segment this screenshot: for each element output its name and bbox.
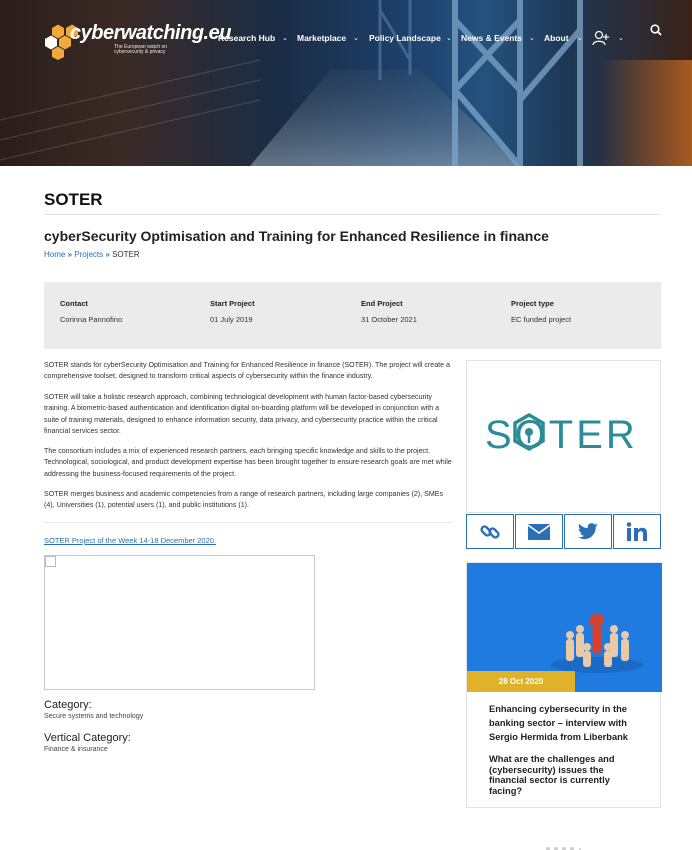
divider (44, 214, 661, 215)
broken-image-icon (45, 556, 56, 567)
hero-banner (0, 0, 692, 166)
project-type-info (511, 299, 571, 324)
description-paragraph: SOTER stands for cyberSecurity Optimisation and Training for Enhanced Resilience in finance (SOTER). The project will create a comprehensive toolset, designed to transform critical aspects of cybersecurity within the finance industry. (44, 361, 450, 381)
project-logo-box (466, 360, 661, 513)
breadcrumb-separator: » (65, 250, 75, 259)
breadcrumb-projects[interactable]: Projects (74, 250, 104, 259)
link-icon (479, 521, 501, 543)
soter-logo-letters: SOTER (485, 413, 638, 457)
nav-marketplace[interactable]: Marketplace (297, 33, 347, 43)
vertical-category-heading: Vertical Category: (44, 732, 131, 744)
search-icon[interactable] (650, 24, 662, 36)
project-type-label: Project type (511, 299, 554, 308)
news-card[interactable] (466, 562, 661, 808)
broken-image-placeholder (44, 555, 315, 690)
contact-info (60, 299, 122, 324)
news-title[interactable]: Enhancing cybersecurity in the banking sector – interview with Sergio Hermida from Liberbank (489, 704, 628, 742)
share-linkedin-button[interactable] (613, 514, 661, 549)
breadcrumb-home[interactable]: Home (44, 250, 66, 259)
main-navigation (0, 33, 692, 45)
twitter-icon (577, 523, 599, 541)
nav-policy-landscape[interactable]: Policy Landscape (369, 33, 441, 43)
chevron-down-icon[interactable]: ⌄ (618, 35, 624, 42)
start-project-label: Start Project (210, 299, 255, 308)
nav-news-events[interactable]: News & Events (461, 33, 522, 43)
contact-value: Corinna Pannofino (60, 315, 123, 324)
project-info-box (44, 282, 661, 349)
start-project-info (210, 299, 255, 324)
carousel-dots-icon[interactable] (545, 846, 581, 850)
user-add-icon[interactable] (592, 30, 610, 46)
logo-tagline: The European watch on cybersecurity & privacy (114, 44, 168, 55)
description-paragraph: SOTER merges business and academic competencies from a range of research partners, including large companies (2), SMEs (4), Universities (1), potential users (1), and public institutions (1). (44, 490, 444, 510)
end-project-label: End Project (361, 299, 403, 308)
category-value: Secure systems and technology (44, 713, 144, 720)
project-type-value: EC funded project (511, 315, 572, 324)
contact-label: Contact (60, 299, 88, 308)
chevron-down-icon[interactable]: ⌄ (446, 35, 452, 42)
end-project-value: 31 October 2021 (361, 315, 417, 324)
nav-about[interactable]: About (544, 33, 569, 43)
share-email-button[interactable] (515, 514, 563, 549)
chevron-down-icon[interactable]: ⌄ (529, 35, 535, 42)
nav-research-hub[interactable]: Research Hub (218, 33, 276, 43)
category-heading: Category: (44, 699, 92, 711)
vertical-category-value: Finance & insurance (44, 746, 108, 753)
page-title: SOTER (44, 190, 103, 209)
linkedin-icon (626, 522, 648, 542)
project-full-title: cyberSecurity Optimisation and Training for Enhanced Resilience in finance (44, 228, 549, 244)
chevron-down-icon[interactable]: ⌄ (282, 35, 288, 42)
news-teaser: What are the challenges and (cybersecurity) issues the financial sector is currently facing? (489, 754, 615, 796)
share-buttons (466, 514, 661, 549)
logo-text[interactable]: cyberwatching.eu (70, 22, 231, 44)
email-icon (527, 523, 551, 541)
chevron-down-icon[interactable]: ⌄ (353, 35, 359, 42)
share-twitter-button[interactable] (564, 514, 612, 549)
chevron-down-icon[interactable]: ⌄ (577, 35, 583, 42)
divider (44, 522, 452, 523)
project-of-the-week-link[interactable]: SOTER Project of the Week 14-18 December 2020. (44, 536, 217, 545)
end-project-info (361, 299, 417, 324)
news-image[interactable] (467, 563, 662, 692)
start-project-value: 01 July 2019 (210, 315, 253, 324)
description-paragraph: SOTER will take a holistic research approach, combining technological development with human factor-based cybersecurity training. A biometric-based authentication and identification digital on-boarding platform will be developed in conjunction with a suite of training materials, designed to enhance information security, data privacy, and cybersecurity practice within the critical financial services sector. (44, 393, 440, 435)
share-link-button[interactable] (466, 514, 514, 549)
breadcrumb-current: SOTER (112, 250, 140, 259)
breadcrumb-separator: » (103, 250, 113, 259)
breadcrumb (44, 250, 140, 259)
description-paragraph: The consortium includes a mix of experienced research partners, each bringing specific knowledge and skills to the project. Technological, sociological, and product development expertise has been brought together to ensure research goals are met while addressing the business-focused requirements of the project. (44, 447, 452, 478)
news-date-badge: 28 Oct 2020 (467, 671, 575, 692)
